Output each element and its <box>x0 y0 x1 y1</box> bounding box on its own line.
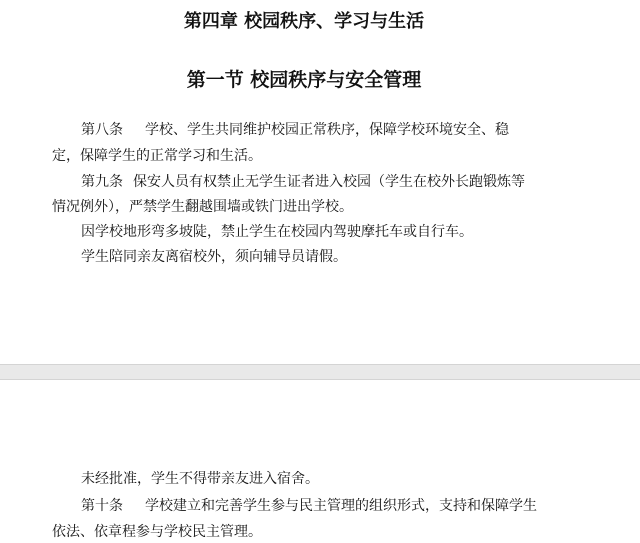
article-10-text-2: 依法、依章程参与学校民主管理。 <box>52 524 262 540</box>
chapter-title: 第四章 校园秩序、学习与生活 <box>183 11 425 32</box>
page-break <box>0 364 640 380</box>
article-8-line-1 <box>81 120 509 140</box>
article-10-text-1: 学校建立和完善学生参与民主管理的组织形式，支持和保障学生 <box>145 498 537 514</box>
article-10-label: 第十条 <box>81 498 123 514</box>
paragraph-visitor-rule: 未经批准，学生不得带亲友进入宿舍。 <box>81 471 319 487</box>
article-8-text-2: 定，保障学生的正常学习和生活。 <box>52 148 262 164</box>
document-page-2 <box>0 380 640 543</box>
article-9-line-1 <box>81 172 525 192</box>
article-8-text-1: 学校、学生共同维护校园正常秩序，保障学校环境安全、稳 <box>145 122 509 138</box>
article-10-line-1 <box>81 496 537 516</box>
paragraph-leave-request: 学生陪同亲友离宿校外，须向辅导员请假。 <box>81 249 347 265</box>
section-title: 第一节 校园秩序与安全管理 <box>186 69 422 91</box>
article-9-label: 第九条 <box>81 174 123 190</box>
article-9-text-1: 保安人员有权禁止无学生证者进入校园（学生在校外长跑锻炼等 <box>133 174 525 190</box>
article-9-text-2: 情况例外），严禁学生翻越围墙或铁门进出学校。 <box>52 199 353 215</box>
article-8-label: 第八条 <box>81 122 123 138</box>
paragraph-motorcycle-ban: 因学校地形弯多坡陡，禁止学生在校园内驾驶摩托车或自行车。 <box>81 224 473 240</box>
